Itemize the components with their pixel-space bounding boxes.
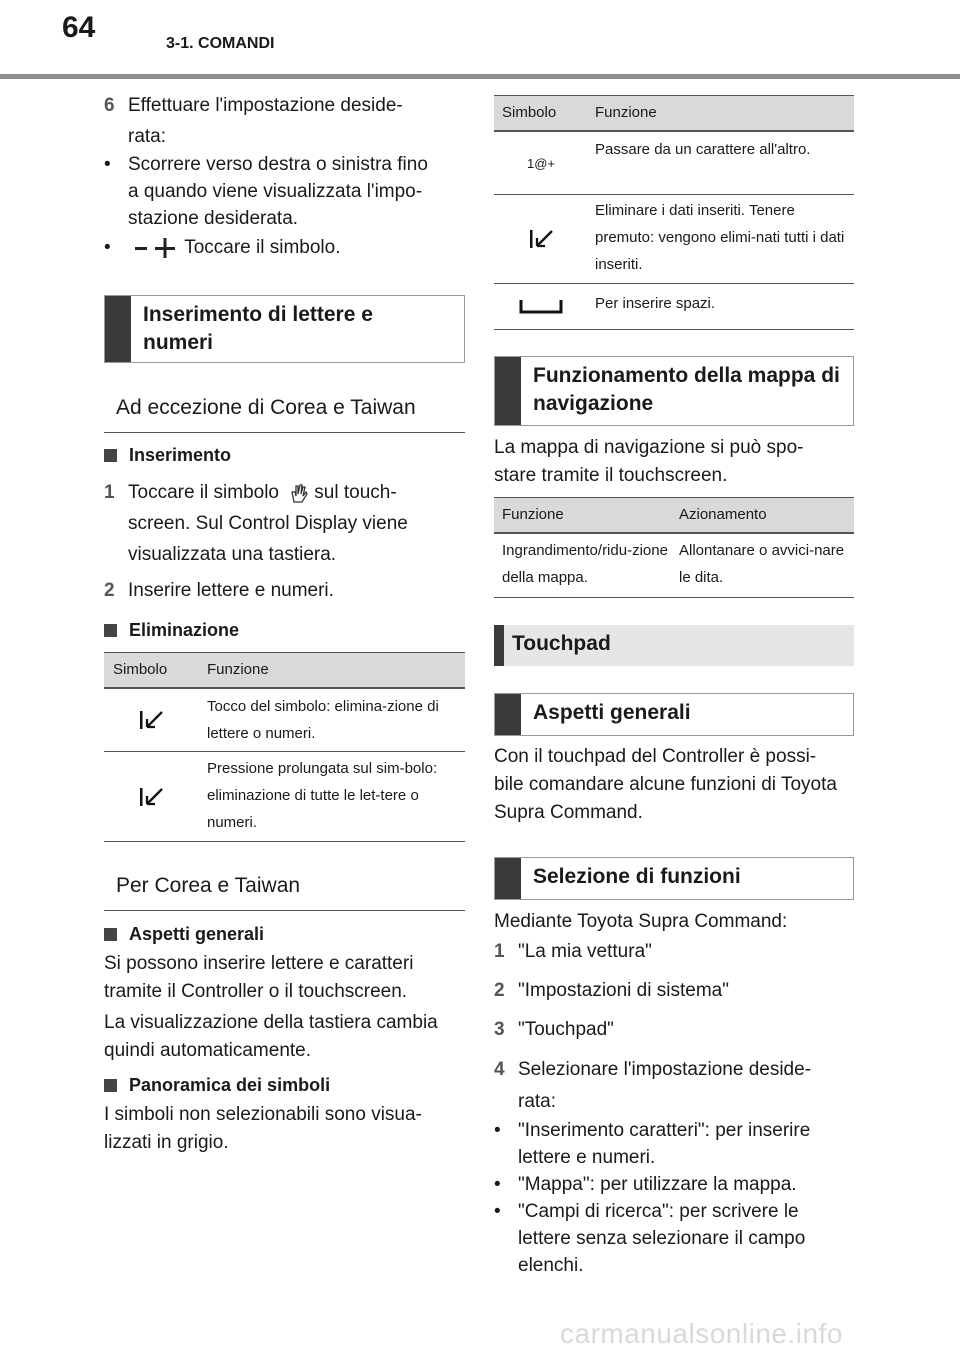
list-item: • "Campi di ricerca": per scrivere le lettere senza selezionare il campo elenchi. <box>494 1201 806 1276</box>
paragraph-panoramica: I simboli non selezionabili sono visua-lizzati in grigio. <box>104 1104 422 1153</box>
section-selezione: Selezione di funzioni <box>494 857 854 900</box>
step-1: 1 "La mia vettura" <box>494 941 652 962</box>
step-2: 2 Inserire lettere e numeri. <box>104 580 334 601</box>
heading-inserimento: Inserimento <box>104 442 231 468</box>
bullet-list <box>494 1117 844 1279</box>
table-header: Funzione Azionamento <box>494 498 854 533</box>
table-row: Pressione prolungata sul sim-bolo: eliminazione di tutte le let-tere o numeri. <box>104 751 465 842</box>
chapter-title: 3-1. COMANDI <box>166 35 275 52</box>
step-3: 3 "Touchpad" <box>494 1019 614 1040</box>
step-number: 6 <box>104 95 115 116</box>
bullet-scroll: • Scorrere verso destra o sinistra fino a quando viene visualizzata l'impo- stazione desiderata. <box>104 154 428 229</box>
keyboard-hand-icon <box>288 482 310 504</box>
paragraph-touchpad: Con il touchpad del Controller è possi-bile comandare alcune funzioni di Toyota Supra Command. <box>494 746 837 823</box>
section-inserimento <box>104 295 465 363</box>
list-item: • "Inserimento caratteri": per inserire lettere e numeri. <box>494 1120 811 1168</box>
heading-aspetti: Aspetti generali <box>104 921 264 947</box>
table-row: Tocco del simbolo: elimina-zione di lettere o numeri. <box>104 688 465 751</box>
step-text-cont: rata: <box>128 126 167 147</box>
table-row: 1@+ Passare da un carattere all'altro. <box>494 131 854 194</box>
table-eliminazione <box>104 652 465 842</box>
table-row: Eliminare i dati inseriti. Tenere premuto: vengono elimi-nati tutti i dati inseriti. <box>494 194 854 283</box>
minus-plus-icon <box>133 238 179 258</box>
section-aspetti-generali: Aspetti generali <box>494 693 854 736</box>
paragraph-mediante: Mediante Toyota Supra Command: <box>494 911 788 932</box>
step-2: 2 "Impostazioni di sistema" <box>494 980 729 1001</box>
table-header: Simbolo Funzione <box>494 96 854 131</box>
section-touchpad: Touchpad <box>494 625 854 666</box>
heading-panoramica: Panoramica dei simboli <box>104 1072 330 1098</box>
header-divider <box>0 74 960 79</box>
heading-eliminazione: Eliminazione <box>104 617 239 643</box>
paragraph-aspetti-1: Si possono inserire lettere e caratteri tramite il Controller o il touchscreen. <box>104 953 414 1002</box>
table-funzioni-mappa <box>494 497 854 598</box>
char-switch-icon: 1@+ <box>526 155 556 171</box>
step-6 <box>104 91 464 151</box>
page-number: 64 <box>62 11 96 44</box>
step-4: 4 Selezionare l'impostazione deside- rata: <box>494 1059 812 1112</box>
table-row: Ingrandimento/ridu-zione della mappa. Allontanare o avvici-nare le dita. <box>494 533 854 596</box>
watermark: carmanualsonline.info <box>560 1318 843 1349</box>
table-simboli <box>494 95 854 330</box>
subsection-corea: Per Corea e Taiwan <box>104 870 465 911</box>
backspace-icon <box>104 752 198 842</box>
paragraph-mappa: La mappa di navigazione si può spo-stare tramite il touchscreen. <box>494 437 804 486</box>
table-header: Simbolo Funzione <box>104 653 465 688</box>
list-item: • "Mappa": per utilizzare la mappa. <box>494 1174 797 1195</box>
step-text: Effettuare l'impostazione deside- <box>128 95 403 116</box>
space-icon <box>494 284 588 328</box>
section-title: Inserimento di lettere e numeri <box>143 303 373 354</box>
section-mappa: Funzionamento della mappa di navigazione <box>494 356 854 426</box>
subsection-ad-eccezione: Ad eccezione di Corea e Taiwan <box>104 392 465 433</box>
bullet-symbol: • Toccare il simbolo. <box>104 237 341 258</box>
backspace-icon <box>104 689 198 751</box>
backspace-icon <box>494 195 588 283</box>
table-row: Per inserire spazi. <box>494 283 854 328</box>
step-1: 1 Toccare il simbolo sul touch- screen. Sul Control Display viene visualizzata una tastiera. <box>104 482 408 565</box>
paragraph-aspetti-2: La visualizzazione della tastiera cambia quindi automaticamente. <box>104 1012 438 1061</box>
